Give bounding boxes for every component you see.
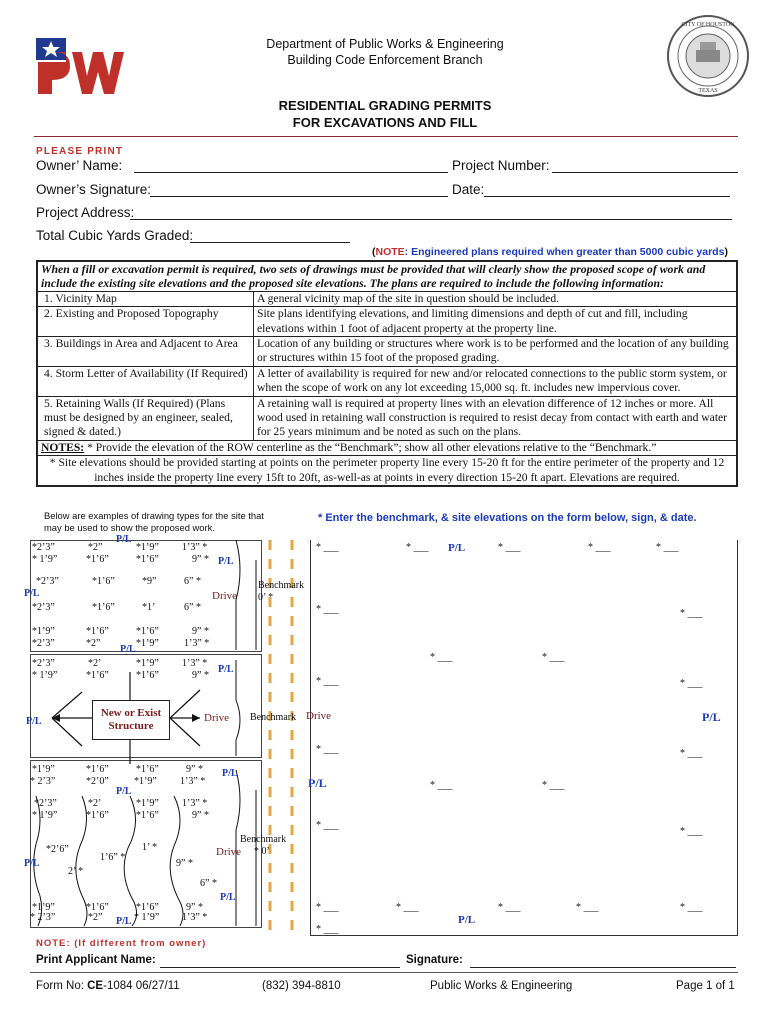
- examples-caption: Below are examples of drawing types for the site that may be used to show the proposed work.: [44, 510, 264, 533]
- property-line-label: P/L: [218, 664, 234, 675]
- form-number-prefix: Form No:: [36, 980, 88, 992]
- elevation-point: *2’3”: [32, 602, 55, 613]
- form-number-suffix: -1084 06/27/11: [103, 980, 180, 992]
- agency-name: Public Works & Engineering: [430, 980, 573, 992]
- elevation-entry[interactable]: * ___: [680, 608, 703, 619]
- svg-text:TEXAS: TEXAS: [698, 88, 718, 94]
- elevation-point: *2”: [88, 912, 103, 923]
- elevation-entry[interactable]: * ___: [316, 542, 339, 553]
- note-paren-close: ): [724, 246, 728, 258]
- elevation-point: 6” *: [184, 576, 201, 587]
- elevation-point: 1’3” *: [182, 912, 208, 923]
- elevation-point: 1’ *: [142, 842, 158, 853]
- elevation-point: *2”: [86, 638, 101, 649]
- elevation-point: *1’6”: [86, 670, 109, 681]
- form-subtitle: FOR EXCAVATIONS AND FILL: [292, 115, 478, 130]
- elevation-point: 1’6” *: [100, 852, 126, 863]
- elevation-point: *1’9”: [136, 658, 159, 669]
- site-plan-area[interactable]: [310, 540, 738, 936]
- drive-label: Drive: [212, 590, 238, 602]
- elevation-point: *1’9”: [134, 776, 157, 787]
- benchmark-label: Benchmark: [258, 580, 305, 591]
- form-number-code: CE: [87, 980, 104, 992]
- item-number: 4.: [44, 366, 53, 380]
- elevation-point: *2”: [88, 542, 103, 553]
- elevation-entry[interactable]: * ___: [498, 902, 521, 913]
- elevation-point: *1’6”: [136, 554, 159, 565]
- applicant-note: NOTE: (If different from owner): [36, 938, 207, 949]
- property-line-label: P/L: [24, 858, 40, 869]
- structure-box: [92, 700, 170, 740]
- elevation-entry[interactable]: * ___: [406, 542, 429, 553]
- elevation-point: 1’3” *: [182, 658, 208, 669]
- item-number: 2.: [44, 307, 53, 321]
- property-line-label: P/L: [116, 916, 132, 927]
- elevation-point: *1’6”: [136, 626, 159, 637]
- project-address-label: Project Address:: [36, 205, 135, 220]
- elevation-point: 1’3” *: [184, 638, 210, 649]
- elevation-entry[interactable]: * ___: [316, 902, 339, 913]
- elevation-point: 9” *: [192, 810, 209, 821]
- drive-label: Drive: [204, 712, 230, 724]
- elevation-point: *1’9”: [32, 902, 55, 913]
- svg-text:CITY OF HOUSTON: CITY OF HOUSTON: [681, 22, 735, 28]
- footer-divider: [30, 972, 738, 973]
- item-name: Existing and Proposed Topography: [55, 307, 219, 321]
- elevation-point: *2’3”: [32, 542, 55, 553]
- please-print-label: PLEASE PRINT: [36, 146, 124, 157]
- item-name: Buildings in Area and Adjacent to Area: [55, 337, 238, 351]
- elevation-point: *2’0”: [86, 776, 109, 787]
- elevation-point: *1’6”: [86, 626, 109, 637]
- item-description: Location of any building or structures where work is to be performed and the location of any building or structures within 15 foot of the proposed grading.: [254, 337, 737, 367]
- elevation-entry[interactable]: * ___: [656, 542, 679, 553]
- date-label: Date:: [452, 182, 485, 197]
- item-name: Retaining Walls (If Required) (Plans must be designed by an engineer, sealed, signed & dated.): [44, 396, 233, 439]
- elevation-point: *1’6”: [136, 902, 159, 913]
- elevation-point: *2’: [88, 658, 102, 669]
- elevation-point: *2’6”: [46, 844, 69, 855]
- elevation-point: 2’ *: [68, 866, 84, 877]
- elevation-point: *2’3”: [32, 658, 55, 669]
- property-line-label: P/L: [220, 892, 236, 903]
- elevation-entry[interactable]: * ___: [680, 748, 703, 759]
- notes-label: NOTES:: [41, 440, 85, 454]
- applicant-name-field[interactable]: [160, 967, 400, 968]
- property-line-label: P/L: [116, 786, 132, 797]
- elevation-point: *1’9”: [32, 626, 55, 637]
- elevation-point: *1’6”: [86, 554, 109, 565]
- elevation-entry[interactable]: * ___: [316, 820, 339, 831]
- note-paren-open: (: [372, 246, 376, 258]
- elevation-entry[interactable]: * ___: [542, 780, 565, 791]
- elevation-entry[interactable]: * ___: [680, 678, 703, 689]
- elevation-point: *2’3”: [32, 638, 55, 649]
- elevation-point: *9”: [142, 576, 157, 587]
- elevation-point: *1’6”: [86, 902, 109, 913]
- page-number: Page 1 of 1: [676, 980, 735, 992]
- benchmark-value: 0’ *: [258, 592, 274, 603]
- elevation-point: 9” *: [192, 670, 209, 681]
- property-line-label: P/L: [120, 644, 136, 655]
- structure-label: New or Exist Structure: [100, 707, 162, 732]
- item-number: 5.: [44, 396, 53, 410]
- elevation-entry[interactable]: * ___: [588, 542, 611, 553]
- property-line-label: P/L: [116, 534, 132, 545]
- department-name: Department of Public Works & Engineering: [266, 37, 504, 51]
- elevation-entry[interactable]: * ___: [542, 652, 565, 663]
- notes-line-1: * Provide the elevation of the ROW centerline as the “Benchmark”; show all other elevations relative to the “Benchmark.”: [84, 440, 657, 454]
- elevation-point: 1’3” *: [180, 776, 206, 787]
- benchmark-label: Benchmark: [240, 834, 287, 845]
- benchmark-label: Benchmark: [250, 712, 297, 723]
- elevation-point: *1’6”: [136, 670, 159, 681]
- elevation-point: 9” *: [186, 902, 203, 913]
- elevation-entry[interactable]: * ___: [316, 676, 339, 687]
- elevation-point: 1’3” *: [182, 542, 208, 553]
- owner-signature-label: Owner’s Signature:: [36, 182, 152, 197]
- elevation-entry[interactable]: * ___: [316, 604, 339, 615]
- elevation-entry[interactable]: * ___: [396, 902, 419, 913]
- elevation-point: 6” *: [200, 878, 217, 889]
- elevation-point: * 2’3”: [30, 776, 56, 787]
- elevation-point: 9” *: [192, 554, 209, 565]
- drive-label: Drive: [306, 710, 332, 722]
- requirements-heading: When a fill or excavation permit is required, two sets of drawings must be provided that will clearly show the proposed scope of work and include the existing site elevations and the proposed site elevations. The plans are required to include the following information:: [38, 262, 737, 292]
- item-description: Site plans identifying elevations, and limiting dimensions and depth of cut and fill, including elevations within 1 foot of adjacent property at the property line.: [254, 307, 737, 337]
- elevation-entry[interactable]: * ___: [430, 652, 453, 663]
- elevation-point: *1’: [142, 602, 156, 613]
- elevation-point: *1’6”: [86, 764, 109, 775]
- elevation-point: *1’6”: [136, 810, 159, 821]
- item-name: Storm Letter of Availability (If Required): [55, 366, 248, 380]
- item-name: Vicinity Map: [55, 291, 117, 305]
- property-line-label: P/L: [702, 710, 721, 724]
- elevation-entry[interactable]: * ___: [680, 902, 703, 913]
- elevation-point: *1’9”: [136, 542, 159, 553]
- benchmark-value: * 0’: [254, 846, 270, 857]
- elevation-point: 9” *: [176, 858, 193, 869]
- elevation-entry[interactable]: * ___: [316, 924, 339, 935]
- note-label: NOTE: [375, 246, 405, 258]
- project-number-label: Project Number:: [452, 158, 550, 173]
- phone-number: (832) 394-8810: [262, 980, 341, 992]
- elevation-point: 9” *: [186, 764, 203, 775]
- elevation-point: * 1’9”: [32, 810, 58, 821]
- elevation-point: 9” *: [192, 626, 209, 637]
- elevation-point: 6” *: [184, 602, 201, 613]
- item-number: 1.: [44, 291, 53, 305]
- elevation-point: * 2’3”: [30, 912, 56, 923]
- elevation-point: *1’9”: [136, 638, 159, 649]
- elevation-entry[interactable]: * ___: [576, 902, 599, 913]
- elevation-entry[interactable]: * ___: [316, 744, 339, 755]
- elevation-entry[interactable]: * ___: [430, 780, 453, 791]
- elevation-entry[interactable]: * ___: [680, 826, 703, 837]
- elevation-point: *1’6”: [136, 764, 159, 775]
- item-description: A letter of availability is required for new and/or relocated connections to the public storm system, or when the scope of work on any lot exceeding 15,000 sq. ft. includes new impervious cover.: [254, 366, 737, 396]
- applicant-signature-field[interactable]: [470, 967, 736, 968]
- property-line-label: P/L: [308, 776, 327, 790]
- elevation-entry[interactable]: * ___: [498, 542, 521, 553]
- elevation-point: *1’9”: [136, 798, 159, 809]
- item-number: 3.: [44, 337, 53, 351]
- elevation-point: * 1’9”: [134, 912, 160, 923]
- elevation-point: *1’6”: [92, 602, 115, 613]
- elevation-point: 1’3” *: [182, 798, 208, 809]
- property-line-label: P/L: [222, 768, 238, 779]
- elevation-point: *2’3”: [36, 576, 59, 587]
- property-line-label: P/L: [458, 914, 476, 926]
- form-number: [36, 980, 180, 992]
- note-text: : Engineered plans required when greater than 5000 cubic yards: [404, 246, 725, 258]
- property-line-label: P/L: [218, 556, 234, 567]
- item-description: A retaining wall is required at property lines with an elevation difference of 12 inches or more. All wood used in retaining wall construction is required to resist decay from contact with earth and water for 25 years minimum and be noted as such on the plans.: [254, 396, 737, 440]
- notes-line-2: * Site elevations should be provided starting at points on the perimeter property line every 15-20 ft for the entire perimeter of the property and 12 inches inside the property line every 15ft to 20ft, as-well-as at points in every direction 15-20 ft apart. Elevations are required.: [38, 456, 737, 486]
- total-cubic-yards-label: Total Cubic Yards Graded:: [36, 228, 194, 243]
- elevation-point: *2’: [88, 798, 102, 809]
- elevation-point: *2’3”: [34, 798, 57, 809]
- owner-name-label: Owner’ Name:: [36, 158, 123, 173]
- elevation-point: *1’6”: [86, 810, 109, 821]
- drive-label: Drive: [216, 846, 242, 858]
- form-title: RESIDENTIAL GRADING PERMITS: [278, 98, 492, 113]
- site-form-instruction: * Enter the benchmark, & site elevations on the form below, sign, & date.: [318, 512, 697, 524]
- applicant-signature-label: Signature:: [406, 954, 463, 966]
- elevation-point: *1’6”: [92, 576, 115, 587]
- property-line-label: P/L: [24, 588, 40, 599]
- branch-name: Building Code Enforcement Branch: [287, 53, 483, 67]
- applicant-name-label: Print Applicant Name:: [36, 954, 156, 966]
- elevation-point: * 1’9”: [32, 670, 58, 681]
- item-description: A general vicinity map of the site in question should be included.: [254, 291, 737, 306]
- property-line-label: P/L: [26, 716, 42, 727]
- elevation-point: *1’9”: [32, 764, 55, 775]
- property-line-label: P/L: [448, 542, 466, 554]
- elevation-point: * 1’9”: [32, 554, 58, 565]
